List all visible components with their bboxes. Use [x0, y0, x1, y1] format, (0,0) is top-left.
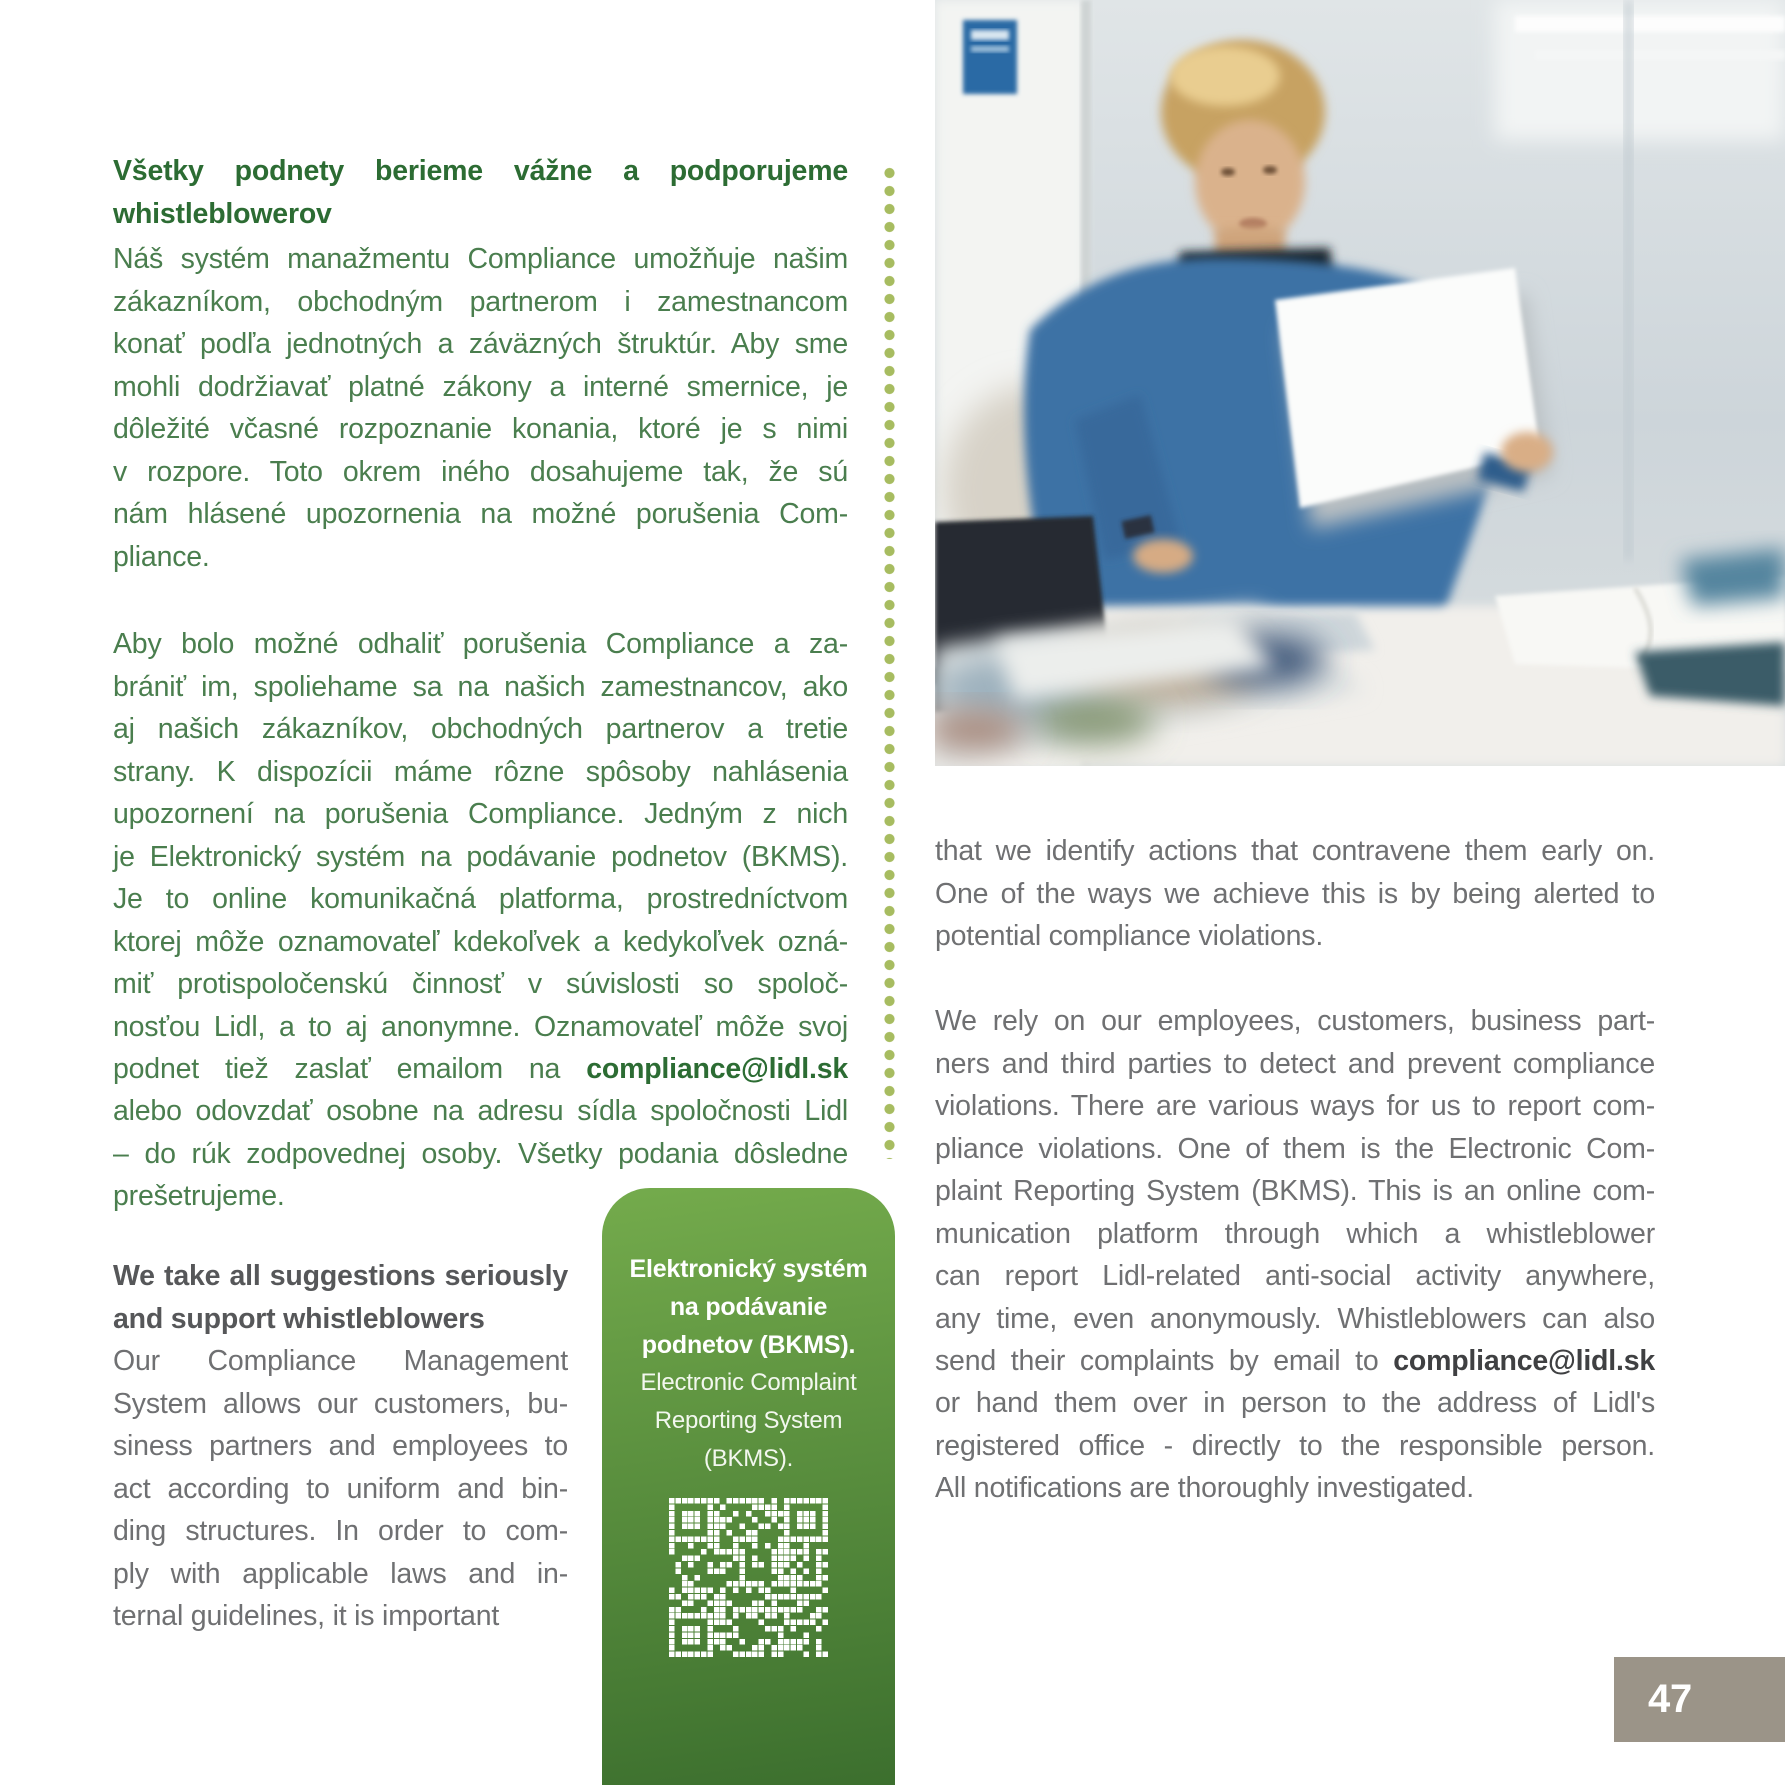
text-line: Náš systém manažmentu Compliance umožňuje našim [113, 243, 848, 275]
text-line: pliance violations. One of them is the Electronic Com- [935, 1132, 1655, 1165]
text-line: pliance. [113, 540, 210, 573]
text-line: konať podľa jednotných a záväzných štruktúr. Aby sme [113, 328, 848, 360]
email-prefix: send their complaints by email to [935, 1345, 1379, 1377]
dotted-divider [884, 164, 895, 1159]
office-photo-illustration [935, 0, 1785, 766]
wall-sign [963, 20, 1017, 94]
text-line: miť protispoločenskú činnosť v súvislosti so spoloč- [113, 968, 848, 1000]
sk-email-line [113, 1048, 848, 1091]
text-line: ternal guidelines, it is important [113, 1600, 500, 1632]
text-line: whistleblowerov [113, 197, 332, 230]
bkms-title-sk [602, 1188, 895, 1364]
en-paragraph-right-1 [935, 830, 1655, 958]
text-line: potential compliance violations. [935, 920, 1324, 952]
text-line: We take all suggestions seriously [113, 1260, 568, 1292]
en-paragraph-right-2-tail [935, 1382, 1655, 1510]
email-prefix: podnet tiež zaslať emailom na [113, 1053, 561, 1085]
text-line: brániť im, spoliehame sa na našich zamestnancov, ako [113, 670, 848, 703]
text-line: that we identify actions that contravene them early on. [935, 835, 1655, 867]
en-heading-left [113, 1255, 568, 1340]
text-line: nosťou Lidl, a to aj anonymne. Oznamovateľ môže svoj [113, 1010, 848, 1043]
text-line: any time, even anonymously. Whistleblowers can also [935, 1302, 1655, 1335]
text-line: dôležité včasné rozpoznanie konania, ktoré je s nimi [113, 413, 848, 445]
text-line: Aby bolo možné odhaliť porušenia Compliance a za- [113, 628, 848, 660]
text-line: ding structures. In order to com- [113, 1515, 568, 1547]
bkms-title-en [602, 1364, 895, 1478]
en-email-line [935, 1340, 1655, 1383]
text-line: alebo odovzdať osobne na adresu sídla spoločnosti Lidl [113, 1095, 848, 1127]
text-line: siness partners and employees to [113, 1430, 568, 1462]
text-line: ners and third parties to detect and prevent compliance [935, 1047, 1655, 1080]
bkms-info-card [602, 1188, 895, 1785]
text-line [935, 1340, 1655, 1383]
text-line: v rozpore. Toto okrem iného dosahujeme tak, že sú [113, 455, 848, 488]
text-line [113, 1048, 848, 1091]
text-line: strany. K dispozícii máme rôzne spôsoby nahlásenia [113, 755, 848, 788]
email-address: compliance@lidl.sk [1393, 1345, 1655, 1377]
text-line: mohli dodržiavať platné zákony a interné smernice, je [113, 370, 848, 403]
text-line: Je to online komunikačná platforma, prostredníctvom [113, 883, 848, 915]
text-line: Elektronický systém [629, 1255, 868, 1283]
text-line: je Elektronický systém na podávanie podnetov (BKMS). [113, 840, 848, 873]
email-address: compliance@lidl.sk [586, 1053, 848, 1085]
text-line: Electronic Complaint [640, 1369, 857, 1396]
text-line: upozornení na porušenia Compliance. Jedným z nich [113, 798, 848, 830]
text-line: One of the ways we achieve this is by being alerted to [935, 877, 1655, 910]
text-line: na podávanie [669, 1293, 828, 1321]
text-line: zákazníkom, obchodným partnerom i zamestnancom [113, 285, 848, 318]
text-line: plaint Reporting System (BKMS). This is an online com- [935, 1175, 1655, 1207]
qr-code [669, 1498, 829, 1658]
text-line: System allows our customers, bu- [113, 1387, 568, 1420]
text-line: and support whistleblowers [113, 1302, 485, 1335]
text-line: podnetov (BKMS). [641, 1331, 856, 1359]
text-line: (BKMS). [703, 1445, 794, 1472]
text-line: munication platform through which a whistleblower [935, 1217, 1655, 1250]
sk-paragraph-1 [113, 238, 848, 578]
text-line: prešetrujeme. [113, 1180, 285, 1212]
text-line: ply with applicable laws and in- [113, 1557, 568, 1590]
text-line: act according to uniform and bin- [113, 1472, 568, 1505]
office-photo [935, 0, 1785, 766]
text-line: nám hlásené upozornenia na možné porušenia Com- [113, 498, 848, 530]
text-line: violations. There are various ways for us to report com- [935, 1090, 1655, 1122]
text-line: All notifications are thoroughly investigated. [935, 1472, 1474, 1504]
text-line: – do rúk zodpovednej osoby. Všetky podania dôsledne [113, 1137, 848, 1170]
page-number-badge: 47 [1614, 1657, 1785, 1742]
text-line: aj našich zákazníkov, obchodných partnerov a tretie [113, 713, 848, 745]
text-line: Reporting System [654, 1407, 843, 1434]
en-paragraph-left [113, 1340, 568, 1638]
en-paragraph-right-2 [935, 1000, 1655, 1340]
text-line: registered office - directly to the responsible person. [935, 1429, 1655, 1462]
sk-paragraph-2 [113, 623, 848, 1048]
text-line: Our Compliance Management [113, 1345, 568, 1377]
text-line: or hand them over in person to the address of Lidl's [935, 1387, 1655, 1419]
text-line: ktorej môže oznamovateľ kdekoľvek a kedykoľvek ozná- [113, 925, 848, 958]
text-line: We rely on our employees, customers, business part- [935, 1005, 1655, 1037]
text-line: Všetky podnety berieme vážne a podporujeme [113, 155, 848, 187]
text-line: can report Lidl-related anti-social activity anywhere, [935, 1260, 1655, 1292]
sk-heading [113, 150, 848, 235]
